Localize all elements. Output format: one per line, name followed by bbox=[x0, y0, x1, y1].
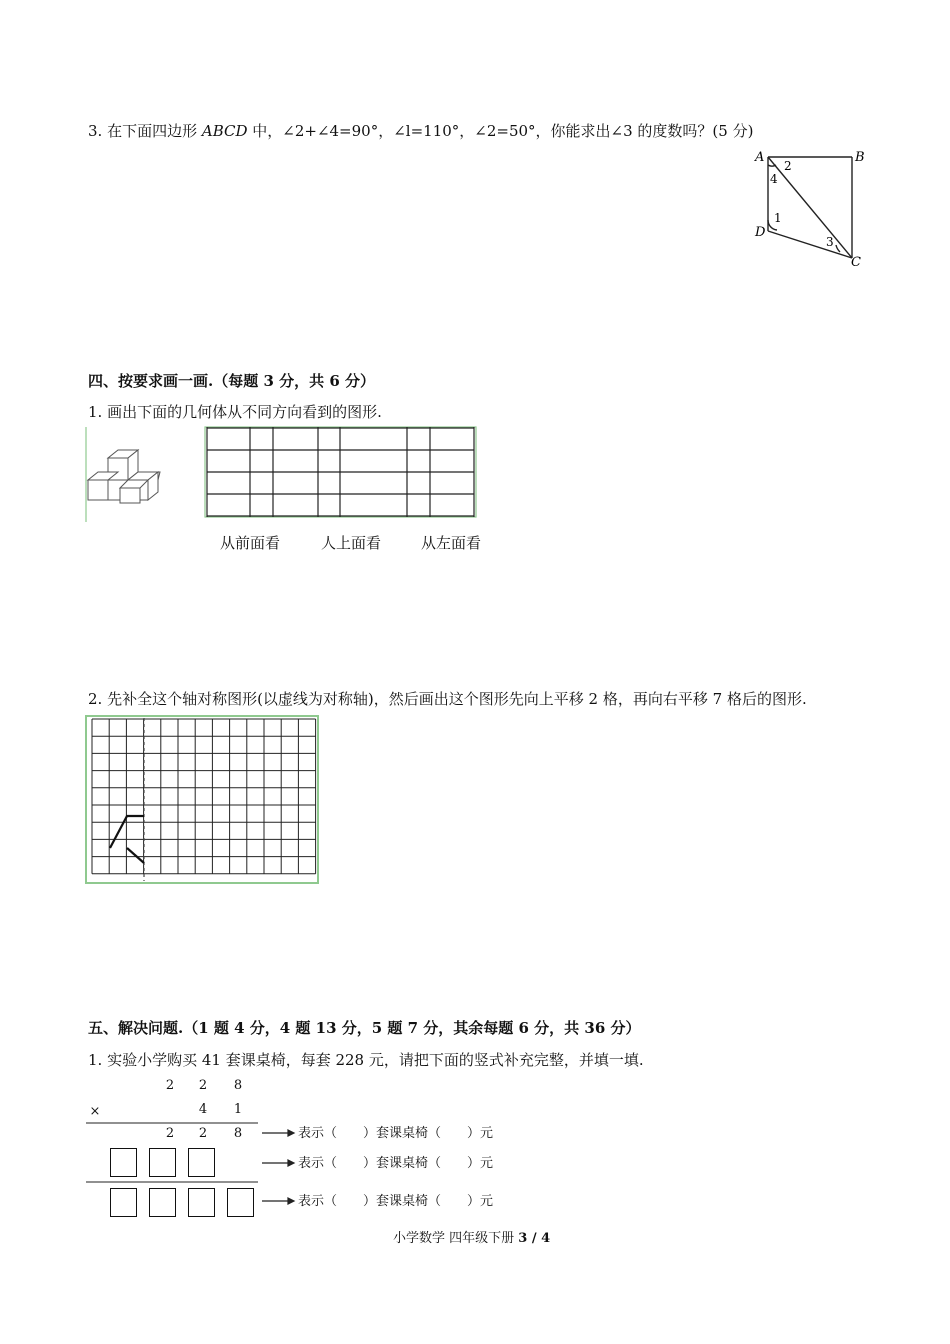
footer-subject: 小学数学 四年级下册 bbox=[393, 1231, 515, 1246]
arrow-line-text: 表示（ ）套课桌椅（ ）元 bbox=[298, 1156, 494, 1171]
calc-row1-digit: 8 bbox=[233, 1078, 243, 1093]
section4-q2: 2. 先补全这个轴对称图形(以虚线为对称轴)，然后画出这个图形先向上平移 2 格，再向右平移 7 格后的图形. bbox=[88, 690, 807, 708]
section5-heading: 五、解决问题.（1 题 4 分，4 题 13 分，5 题 7 分，其余每题 6 分，共 36 分） bbox=[88, 1019, 641, 1037]
answer-box[interactable] bbox=[149, 1188, 176, 1217]
section4-q1: 1. 画出下面的几何体从不同方向看到的图形. bbox=[88, 403, 382, 421]
answer-box[interactable] bbox=[188, 1188, 215, 1217]
view-label-left: 从左面看 bbox=[421, 534, 482, 552]
answer-box[interactable] bbox=[227, 1188, 254, 1217]
footer-page-number: 3 / 4 bbox=[518, 1231, 551, 1246]
fig-label-B: B bbox=[855, 150, 865, 165]
calc-times-sign: × bbox=[89, 1104, 101, 1119]
arrow-line-text: 表示（ ）套课桌椅（ ）元 bbox=[298, 1194, 494, 1209]
fig-angle-1: 1 bbox=[774, 211, 782, 225]
arrow-line-text: 表示（ ）套课桌椅（ ）元 bbox=[298, 1126, 494, 1141]
section5-q1: 1. 实验小学购买 41 套课桌椅，每套 228 元，请把下面的竖式补充完整，并填一填. bbox=[88, 1051, 644, 1069]
q3-prefix: 3. 在下面四边形 bbox=[88, 122, 202, 140]
calc-row3-digit: 2 bbox=[198, 1126, 208, 1141]
section4-heading: 四、按要求画一画.（每题 3 分，共 6 分） bbox=[88, 372, 375, 390]
calc-row2-digit: 4 bbox=[198, 1102, 208, 1117]
fig-angle-2: 2 bbox=[784, 159, 792, 173]
answer-box[interactable] bbox=[110, 1148, 137, 1177]
fig-label-D: D bbox=[755, 225, 766, 240]
calc-row1-digit: 2 bbox=[198, 1078, 208, 1093]
view-label-front: 从前面看 bbox=[220, 534, 281, 552]
answer-box[interactable] bbox=[110, 1188, 137, 1217]
answer-box[interactable] bbox=[149, 1148, 176, 1177]
view-label-top: 人上面看 bbox=[321, 534, 382, 552]
fig-label-A: A bbox=[755, 150, 765, 165]
answer-box[interactable] bbox=[188, 1148, 215, 1177]
fig-angle-4: 4 bbox=[770, 172, 778, 186]
fig-label-C: C bbox=[851, 255, 861, 270]
calc-row2-digit: 1 bbox=[233, 1102, 243, 1117]
fig-angle-3: 3 bbox=[826, 235, 834, 249]
q3-text bbox=[88, 121, 753, 141]
q3-abcd: ABCD bbox=[201, 122, 248, 140]
q3-body: 中，∠2+∠4=90°，∠l=110°，∠2=50°，你能求出∠3 的度数吗？(5 分) bbox=[247, 122, 754, 140]
page-footer bbox=[393, 1229, 550, 1249]
calc-row1-digit: 2 bbox=[165, 1078, 175, 1093]
calc-row3-digit: 2 bbox=[165, 1126, 175, 1141]
calc-row3-digit: 8 bbox=[233, 1126, 243, 1141]
